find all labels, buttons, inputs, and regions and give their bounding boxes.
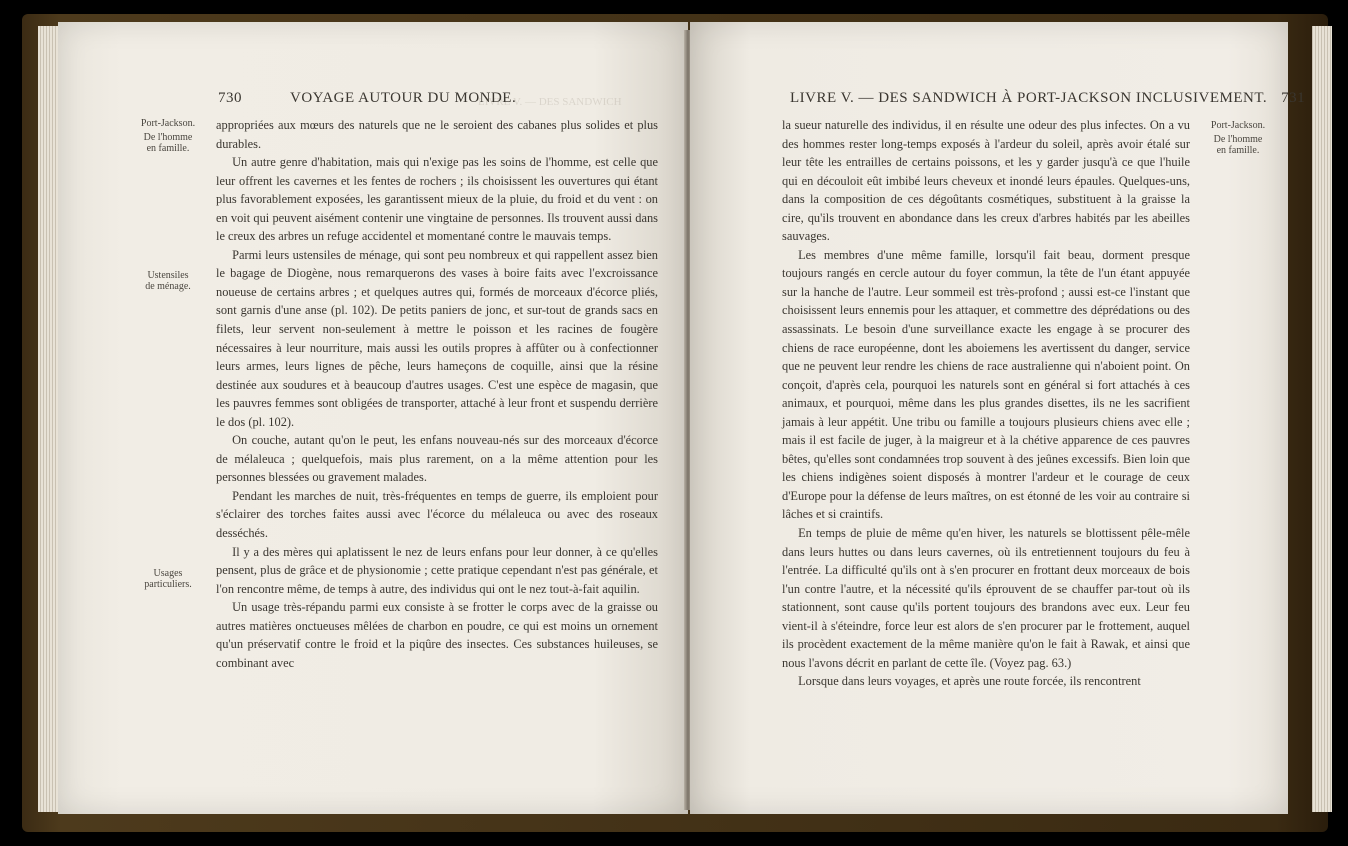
right-body-text xyxy=(782,116,1190,691)
left-margin-note-2: Ustensiles de ménage. xyxy=(145,270,191,292)
paragraph: Il y a des mères qui aplatissent le nez de leurs enfans pour leur donner, à ce qu'elles pensent, plus de grâce et de physionomie ; cette pratique cependant n'est pas générale, et l'on rencontre même, de temps à autre, des individus qui ont le nez tout-à-fait aquilin. xyxy=(216,544,658,596)
paragraph: On couche, autant qu'on le peut, les enfans nouveau-nés sur des morceaux d'écorce de mélaleuca ; quelquefois, mais plus rarement, on a la même attention pour les personnes blessées ou gravement malades. xyxy=(216,433,658,485)
right-title: LIVRE V. — DES SANDWICH À PORT-JACKSON INCLUSIVEMENT. xyxy=(790,90,1268,106)
left-running-head xyxy=(218,90,516,107)
paragraph: Pendant les marches de nuit, très-fréquentes en temps de guerre, ils emploient pour s'éclairer des torches faites aussi avec l'écorce du mélaleuca ou avec des roseaux desséchés. xyxy=(216,488,658,541)
paragraph: Parmi leurs ustensiles de ménage, qui sont peu nombreux et qui rappellent assez bien le bagage de Diogène, nous remarquerons des vases à boire faits avec l'excroissance noueuse de certains arbres ; et quelques autres qui, formés de morceaux d'écorce pliés, sont garnis d'une anse (pl. 102). De petits paniers de jonc, et sur-tout de grands sacs en filets, leur servent non-seulement à mettre le poisson et les racines de fougère nécessaires à leur nourriture, mais aussi les outils propres à affûter ou à confectionner leurs armes, leurs lignes de pêche, leurs hameçons de coquille, ainsi que la résine destinée aux soudures et à beaucoup d'autres usages. C'est une espèce de magasin, que les pauvres femmes sont obligées de transporter, attaché à leur front et suspendu derrière le dos (pl. 102). xyxy=(216,247,658,429)
right-page xyxy=(690,22,1306,814)
right-margin-note-1: Port-Jackson. De l'homme en famille. xyxy=(1210,120,1266,156)
paragraph: Un usage très-répandu parmi eux consiste à se frotter le corps avec de la graisse ou autres matières onctueuses mêlées de charbon en poudre, ce qui est moins un ornement qu'un préservatif contre le froid et la piqûre des insectes. Ces substances huileuses, se combinant avec xyxy=(216,600,658,670)
right-running-head xyxy=(790,90,1305,107)
left-margin-note-1: Port-Jackson. De l'homme en famille. xyxy=(140,118,196,154)
page-edges-right xyxy=(1312,26,1332,812)
left-title: VOYAGE AUTOUR DU MONDE. xyxy=(290,90,517,106)
left-page xyxy=(58,22,688,814)
paragraph: Les membres d'une même famille, lorsqu'il fait beau, dorment presque toujours rangés en cercle autour du foyer commun, la tête de l'un étant appuyée sur la hanche de l'autre. Leur sommeil est très-profond ; aussi est-ce l'instant que choisissent leurs ennemis pour les attaquer, et commettre des déprédations ou des assassinats. Le besoin d'une surveillance exacte les engage à se procurer des chiens de race européenne, dont les aboiemens les avertissent du danger, service que ne peuvent leur rendre les chiens de race australienne qui n'aboient point. On conçoit, d'après cela, pourquoi les naturels sont en général si fort attachés à ces animaux, et pourquoi, même dans les plus grandes disettes, ils ne les sacrifient jamais à leur appétit. Une tribu ou famille a toujours plusieurs chiens avec elle ; mais il est facile de juger, à la maigreur et à la chétive apparence de ces pauvres bêtes, qu'elles sont condamnées trop souvent à des jeûnes excessifs. Bien loin que les chiens indigènes soient disposés à montrer l'ardeur et le courage de ceux d'Europe pour la défense de leurs maîtres, on est étonné de les voir au contraire si lâches et si craintifs. xyxy=(782,247,1190,522)
paragraph: En temps de pluie de même qu'en hiver, les naturels se blottissent pêle-mêle dans leurs huttes ou dans leurs cavernes, où ils entretiennent toujours du feu à l'entrée. La difficulté qu'ils ont à s'en procurer en frottant deux morceaux de bois l'un contre l'autre, et la nécessité qu'ils éprouvent de se chauffer par-tout où ils stationnent, sont cause qu'ils portent toujours des brandons avec eux. Leur feu vient-il à s'éteindre, force leur est alors de s'en procurer par le frottement, auquel ils procèdent exactement de la même manière qu'on le fait à Rawak, et ainsi que nous l'avons décrit en parlant de cette île. (Voyez pag. 63.) xyxy=(782,526,1190,670)
paragraph: appropriées aux mœurs des naturels que ne le seroient des cabanes plus solides et plus durables. xyxy=(216,118,658,151)
paragraph: Un autre genre d'habitation, mais qui n'exige pas les soins de l'homme, est celle que leur offrent les cavernes et les fentes de rochers ; ils choisissent les ouvertures qui étant plus favorablement exposées, les garantissent mieux de la pluie, du froid et du vent : on en voit qui peuvent aisément contenir une vingtaine de personnes. Ils trouvent aussi dans le creux des arbres un refuge accidentel et momentané contre le mauvais temps. xyxy=(216,155,658,244)
left-margin-note-3: Usages particuliers. xyxy=(144,568,192,590)
show-through-text: LIVRE V. — DES SANDWICH xyxy=(478,96,622,108)
page-edges-left xyxy=(38,26,60,812)
paragraph: Lorsque dans leurs voyages, et après une route forcée, ils rencontrent xyxy=(798,674,1141,689)
left-page-number: 730 xyxy=(218,90,242,106)
left-body-text xyxy=(216,116,658,672)
paragraph: la sueur naturelle des individus, il en résulte une odeur des plus infectes. On a vu des hommes rester long-temps exposés à l'ardeur du soleil, après avoir étalé sur leur tête les entrailles de certains poissons, et les y garder jusqu'à ce que l'huile qui en découloit eût imbibé leurs cheveux et inondé leurs épaules. Quelques-uns, dans la composition de ces dégoûtants cosmétiques, substituent à la graisse la cire, qu'ils trouvent en abondance dans les creux d'arbres habités par les abeilles sauvages. xyxy=(782,118,1190,244)
right-page-number: 731 xyxy=(1281,90,1306,106)
